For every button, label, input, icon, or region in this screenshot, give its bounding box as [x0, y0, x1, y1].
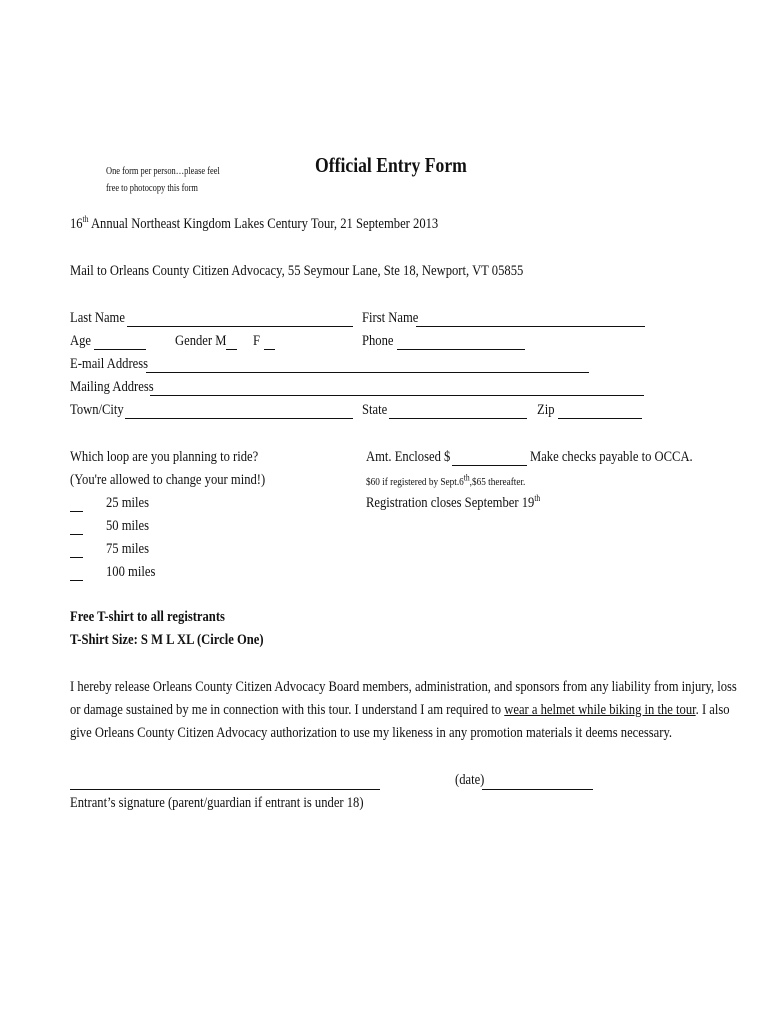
town-label: Town/City: [70, 402, 124, 418]
price-sup: th: [463, 472, 470, 483]
release-line3: give Orleans County Citizen Advocacy authorization to use my likeness in any promotion materials it deems necessary.: [70, 725, 673, 741]
phone-field[interactable]: [397, 349, 525, 350]
phone-label: Phone: [362, 333, 394, 349]
payable-to-note: Make checks payable to OCCA.: [530, 449, 693, 465]
price-part2: ,$65 thereafter.: [469, 476, 526, 488]
age-field[interactable]: [94, 349, 146, 350]
photocopy-note-line2: free to photocopy this form: [106, 183, 198, 194]
free-tshirt-note: Free T-shirt to all registrants: [70, 609, 225, 625]
registration-closes-sup: th: [534, 493, 541, 503]
registration-closes: [366, 494, 540, 512]
release-line1: I hereby release Orleans County Citizen Advocacy Board members, administration, and sponsors from any liability from injury, loss: [70, 679, 737, 695]
loop-note: (You're allowed to change your mind!): [70, 472, 266, 488]
mailing-address-field[interactable]: [150, 395, 644, 396]
mail-to-address: Mail to Orleans County Citizen Advocacy, 55 Seymour Lane, Ste 18, Newport, VT 05855: [70, 263, 524, 279]
first-name-field[interactable]: [416, 326, 645, 327]
email-label: E-mail Address: [70, 356, 149, 372]
state-field[interactable]: [389, 418, 527, 419]
mailing-address-label: Mailing Address: [70, 379, 154, 395]
signature-caption: Entrant’s signature (parent/guardian if entrant is under 18): [70, 795, 364, 811]
amount-enclosed-field[interactable]: [452, 465, 527, 466]
last-name-field[interactable]: [127, 326, 353, 327]
gender-f-field[interactable]: [264, 349, 275, 350]
loop-question: Which loop are you planning to ride?: [70, 449, 259, 465]
event-ordinal: 16: [70, 216, 83, 232]
event-ordinal-suffix: th: [82, 214, 89, 224]
loop-75-checkbox[interactable]: [70, 557, 83, 558]
state-label: State: [362, 402, 388, 418]
gender-m-field[interactable]: [226, 349, 237, 350]
tshirt-size-line: T-Shirt Size: S M L XL (Circle One): [70, 632, 264, 648]
release-line2: [70, 701, 730, 719]
loop-100-checkbox[interactable]: [70, 580, 83, 581]
loop-option-50: 50 miles: [106, 518, 150, 534]
loop-50-checkbox[interactable]: [70, 534, 83, 535]
event-name: [70, 215, 438, 233]
gender-m-label: Gender M: [175, 333, 227, 349]
first-name-label: First Name: [362, 310, 419, 326]
loop-25-checkbox[interactable]: [70, 511, 83, 512]
date-label: (date): [455, 772, 485, 788]
release-line2-b: . I also: [695, 702, 730, 718]
price-part1: $60 if registered by Sept.6: [366, 476, 464, 488]
email-field[interactable]: [146, 372, 589, 373]
form-title: Official Entry Form: [315, 153, 467, 177]
date-field[interactable]: [482, 789, 593, 790]
event-title: Annual Northeast Kingdom Lakes Century Tour, 21 September 2013: [88, 216, 439, 232]
gender-f-label: F: [253, 333, 261, 349]
amount-enclosed-label: Amt. Enclosed $: [366, 449, 451, 465]
age-label: Age: [70, 333, 91, 349]
release-line2-a: or damage sustained by me in connection with this tour. I understand I am required to: [70, 702, 505, 718]
last-name-label: Last Name: [70, 310, 125, 326]
zip-label: Zip: [537, 402, 555, 418]
photocopy-note-line1: One form per person…please feel: [106, 166, 220, 177]
loop-option-100: 100 miles: [106, 564, 156, 580]
loop-option-25: 25 miles: [106, 495, 150, 511]
price-note: [366, 473, 525, 491]
helmet-requirement: wear a helmet while biking in the tour: [504, 702, 696, 718]
signature-field[interactable]: [70, 789, 380, 790]
loop-option-75: 75 miles: [106, 541, 150, 557]
registration-closes-text: Registration closes September 19: [366, 495, 535, 511]
town-field[interactable]: [125, 418, 353, 419]
zip-field[interactable]: [558, 418, 642, 419]
